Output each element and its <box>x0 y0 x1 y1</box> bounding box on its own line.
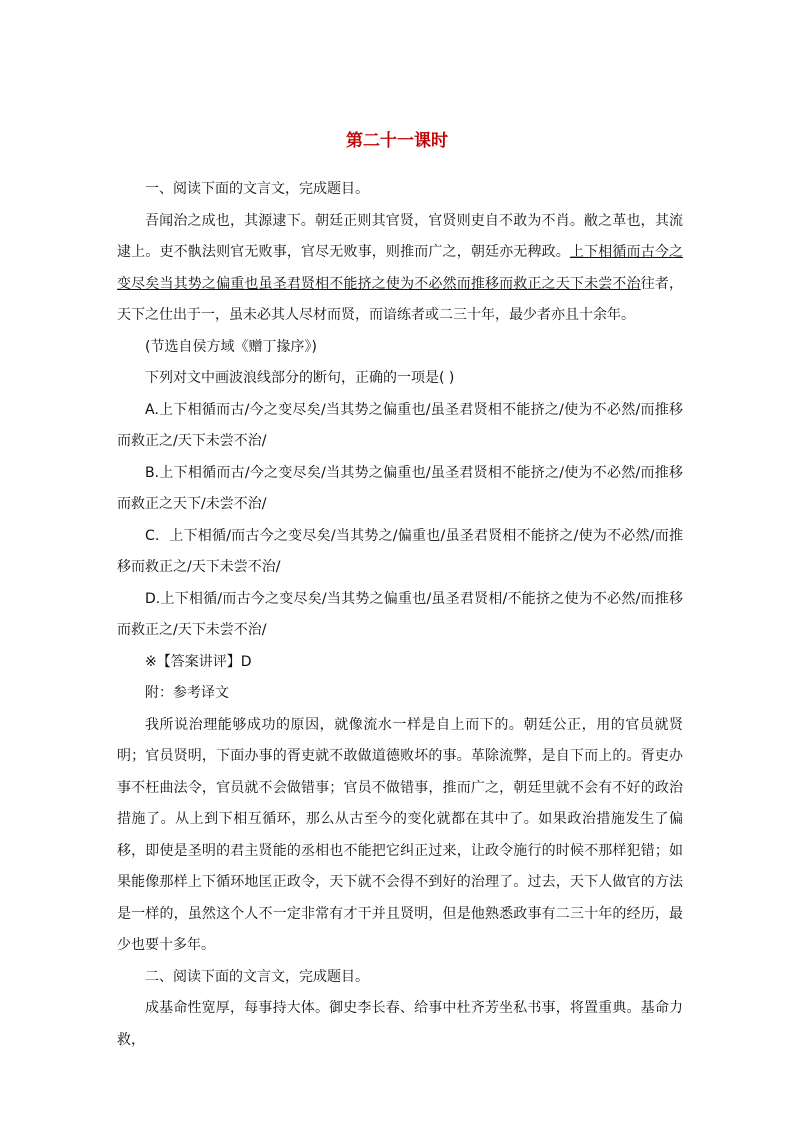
option-c: C．上下相循/而古今之变尽矣/当其势之/偏重也/虽圣君贤相不能挤之/使为不必然/而推移而救正之/天下未尝不治/ <box>117 527 683 575</box>
passage-1 <box>117 206 683 332</box>
appendix-label: 附：参考译文 <box>145 685 229 701</box>
passage-1-before: 吾闻治之成也，其源逮下。朝廷正则其官贤，官贤则吏自不敢为不肖。敝之革也，其流逮上。吏不骫法则官无败事，官尽无败事，则推而广之，朝廷亦无稗政。 <box>117 212 683 260</box>
translation: 我所说治理能够成功的原因，就像流水一样是自上而下的。朝廷公正，用的官员就贤明；官员贤明，下面办事的胥吏就不敢做道德败坏的事。革除流弊，是自下而上的。胥吏办事不枉曲法令，官员就不会做错事；官员不做错事，推而广之，朝廷里就不会有不好的政治措施了。从上到下相互循环，那么从古至今的变化就都在其中了。如果政治措施发生了偏移，即使是圣明的君主贤能的丞相也不能把它纠正过来，让政令施行的时候不那样犯错；如果能像那样上下循环地匡正政令，天下就不会得不到好的治理了。过去，天下人做官的方法是一样的，虽然这个人不一定非常有才干并且贤明，但是他熟悉政事有二三十年的经历，最少也要十多年。 <box>117 716 683 953</box>
passage-1-underlined: 上下相循而古今之变尽矣当其势之偏重也虽圣君贤相不能挤之使为不必然而推移而救正之天下未尝不治 <box>117 244 683 292</box>
option-d: D.上下相循/而古今之变尽矣/当其势之偏重也/虽圣君贤相/不能挤之使为不必然/而推移而救正之/天下未尝不治/ <box>117 590 683 638</box>
answer-line: ※【答案讲评】D <box>145 653 252 670</box>
section2-heading: 二、阅读下面的文言文，完成题目。 <box>145 968 369 985</box>
option-a: A.上下相循而古/今之变尽矣/当其势之偏重也/虽圣君贤相不能挤之/使为不必然/而推移而救正之/天下未尝不治/ <box>117 401 683 449</box>
page-title: 第二十一课时 <box>346 131 448 151</box>
passage-1-after: 往者，天下之仕出于一，虽未必其人尽材而贤，而谙练者或二三十年，最少者亦且十余年。 <box>117 275 684 323</box>
passage-2: 成基命性宽厚，每事持大体。御史李长春、给事中杜齐芳坐私书事，将置重典。基命力救， <box>117 1000 683 1048</box>
document-body <box>117 174 683 1056</box>
option-b: B.上下相循而古/今之变尽矣/当其势之偏重也/虽圣君贤相不能挤之/使为不必然/而推移而救正之天下/未尝不治/ <box>117 464 683 512</box>
passage-source: (节选自侯方域《赠丁掾序》) <box>145 338 317 355</box>
question-1: 下列对文中画波浪线部分的断句，正确的一项是( ) <box>145 370 455 386</box>
section1-heading: 一、阅读下面的文言文，完成题目。 <box>145 181 369 197</box>
